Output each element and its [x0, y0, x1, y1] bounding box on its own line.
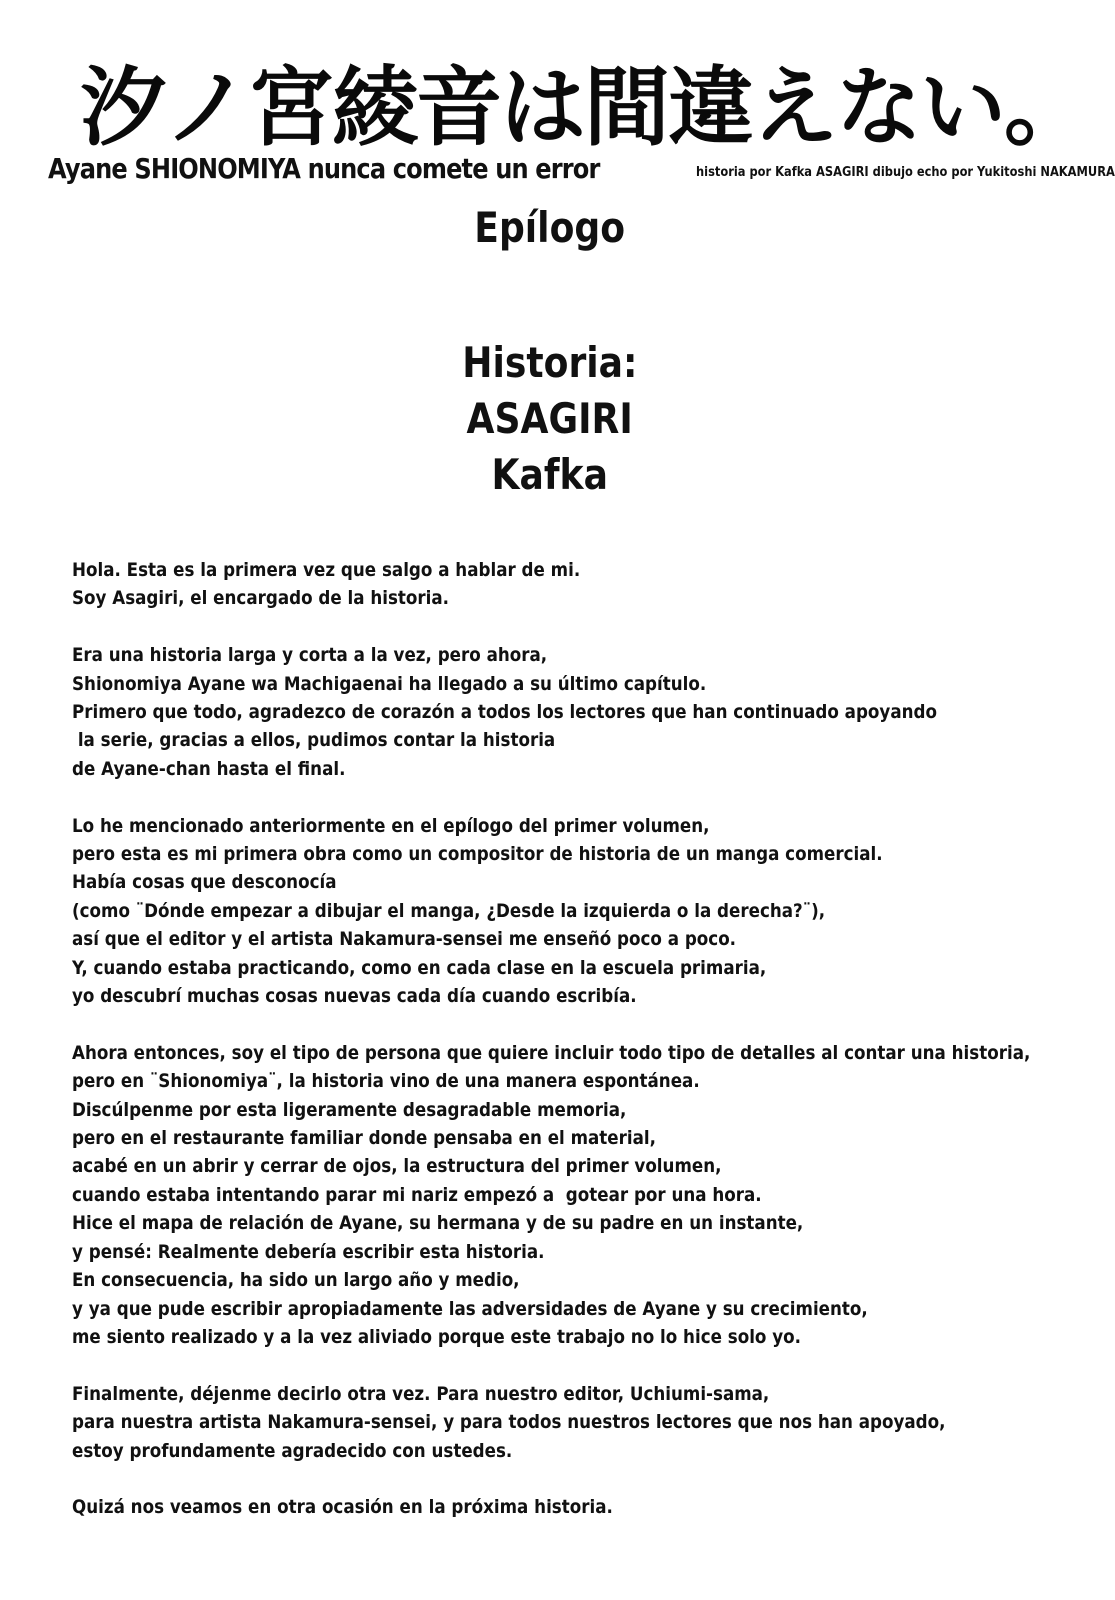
body-paragraph — [72, 641, 1072, 783]
credits-line: historia por Kafka ASAGIRI dibujo echo por Yukitoshi NAKAMURA — [696, 165, 1115, 180]
body-line: Había cosas que desconocía — [72, 871, 337, 894]
epilogue-heading: Epílogo — [474, 203, 626, 252]
body-line: Shionomiya Ayane wa Machigaenai ha llegado a su último capítulo. — [72, 672, 707, 695]
body-line: pero en ¨Shionomiya¨, la historia vino de una manera espontánea. — [72, 1070, 700, 1093]
body-line: me siento realizado y a la vez aliviado porque este trabajo no lo hice solo yo. — [72, 1325, 801, 1348]
body-line: para nuestra artista Nakamura-sensei, y para todos nuestros lectores que nos han apoyado, — [72, 1411, 946, 1434]
body-line: Y, cuando estaba practicando, como en cada clase en la escuela primaria, — [72, 956, 767, 979]
author-block — [0, 335, 1100, 503]
body-line: y ya que pude escribir apropiadamente las adversidades de Ayane y su crecimiento, — [72, 1297, 868, 1320]
body-line: pero en el restaurante familiar donde pensaba en el material, — [72, 1127, 656, 1150]
spanish-subtitle: Ayane SHIONOMIYA nunca comete un error — [48, 152, 600, 185]
author-surname: ASAGIRI — [466, 394, 634, 443]
body-line: yo descubrí muchas cosas nuevas cada día cuando escribía. — [72, 985, 637, 1008]
body-line: Hice el mapa de relación de Ayane, su hermana y de su padre en un instante, — [72, 1212, 804, 1235]
body-line: Hola. Esta es la primera vez que salgo a hablar de mi. — [72, 559, 581, 581]
body-line: Soy Asagiri, el encargado de la historia. — [72, 587, 450, 610]
body-line: así que el editor y el artista Nakamura-sensei me enseñó poco a poco. — [72, 928, 737, 951]
author-label: Historia: — [462, 338, 638, 387]
body-paragraph — [72, 1039, 1072, 1351]
body-line: estoy profundamente agradecido con ustedes. — [72, 1439, 513, 1462]
epilogue-body — [72, 556, 1072, 1522]
author-name: Kafka — [491, 450, 609, 499]
body-paragraph — [72, 1380, 1072, 1465]
body-line: acabé en un abrir y cerrar de ojos, la estructura del primer volumen, — [72, 1155, 722, 1178]
body-line: cuando estaba intentando parar mi nariz empezó a gotear por una hora. — [72, 1183, 762, 1206]
body-line: pero esta es mi primera obra como un compositor de historia de un manga comercial. — [72, 843, 883, 866]
section-title — [0, 202, 1100, 254]
body-line: de Ayane-chan hasta el final. — [72, 757, 346, 780]
body-paragraph — [72, 1493, 1072, 1521]
body-paragraph — [72, 812, 1072, 1011]
body-line: Era una historia larga y corta a la vez, pero ahora, — [72, 644, 548, 667]
body-paragraph — [72, 556, 1072, 613]
body-line: Finalmente, déjenme decirlo otra vez. Para nuestro editor, Uchiumi-sama, — [72, 1382, 770, 1405]
body-line: y pensé: Realmente debería escribir esta historia. — [72, 1240, 545, 1263]
body-line: (como ¨Dónde empezar a dibujar el manga, ¿Desde la izquierda o la derecha?¨), — [72, 899, 826, 922]
japanese-title-logo: 汐ノ宮綾音は間違えない。 — [80, 58, 1088, 158]
body-line: Ahora entonces, soy el tipo de persona que quiere incluir todo tipo de detalles al contar una historia, — [72, 1041, 1031, 1064]
subtitle-row — [48, 152, 1115, 188]
body-line: Discúlpenme por esta ligeramente desagradable memoria, — [72, 1098, 627, 1121]
body-line: En consecuencia, ha sido un largo año y medio, — [72, 1269, 520, 1292]
body-line: la serie, gracias a ellos, pudimos contar la historia — [72, 729, 556, 752]
body-line: Primero que todo, agradezco de corazón a todos los lectores que han continuado apoyando — [72, 701, 937, 724]
body-line: Quizá nos veamos en otra ocasión en la próxima historia. — [72, 1496, 613, 1519]
body-line: Lo he mencionado anteriormente en el epílogo del primer volumen, — [72, 814, 710, 837]
